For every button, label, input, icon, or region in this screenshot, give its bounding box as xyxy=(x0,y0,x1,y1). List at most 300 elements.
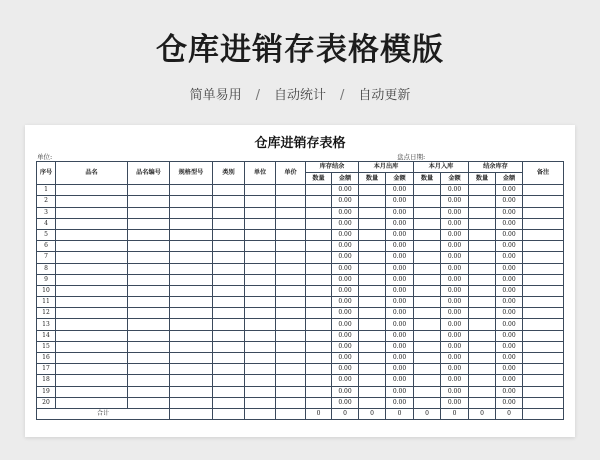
amount-cell[interactable]: 0.00 xyxy=(496,375,523,386)
table-cell[interactable] xyxy=(170,386,213,397)
table-cell[interactable] xyxy=(56,319,128,330)
table-cell[interactable] xyxy=(213,330,245,341)
amount-cell[interactable]: 0.00 xyxy=(332,364,359,375)
table-cell[interactable] xyxy=(56,330,128,341)
amount-cell[interactable]: 0.00 xyxy=(441,274,469,285)
table-cell[interactable] xyxy=(359,229,386,240)
amount-cell[interactable]: 0.00 xyxy=(332,353,359,364)
table-cell[interactable] xyxy=(276,308,306,319)
table-cell[interactable] xyxy=(56,207,128,218)
amount-cell[interactable]: 0.00 xyxy=(441,218,469,229)
table-cell[interactable] xyxy=(414,185,441,196)
amount-cell[interactable]: 0.00 xyxy=(496,263,523,274)
amount-cell[interactable]: 0.00 xyxy=(496,319,523,330)
table-cell[interactable] xyxy=(170,196,213,207)
table-cell[interactable] xyxy=(245,196,276,207)
table-cell[interactable] xyxy=(523,297,564,308)
table-cell[interactable] xyxy=(359,308,386,319)
table-cell[interactable] xyxy=(359,397,386,408)
table-cell[interactable] xyxy=(469,364,496,375)
table-cell[interactable] xyxy=(306,308,332,319)
table-cell[interactable] xyxy=(359,297,386,308)
table-cell[interactable] xyxy=(359,185,386,196)
table-cell[interactable] xyxy=(128,397,170,408)
amount-cell[interactable]: 0.00 xyxy=(332,274,359,285)
amount-cell[interactable]: 0.00 xyxy=(441,297,469,308)
amount-cell[interactable]: 0.00 xyxy=(441,263,469,274)
table-cell[interactable] xyxy=(170,364,213,375)
table-cell[interactable] xyxy=(213,274,245,285)
table-cell[interactable] xyxy=(213,285,245,296)
table-cell[interactable] xyxy=(245,308,276,319)
amount-cell[interactable]: 0.00 xyxy=(496,386,523,397)
amount-cell[interactable]: 0.00 xyxy=(332,252,359,263)
table-cell[interactable] xyxy=(213,319,245,330)
table-cell[interactable] xyxy=(128,353,170,364)
table-cell[interactable] xyxy=(414,308,441,319)
amount-cell[interactable]: 0.00 xyxy=(441,241,469,252)
table-cell[interactable] xyxy=(276,218,306,229)
table-cell[interactable] xyxy=(469,207,496,218)
table-cell[interactable] xyxy=(276,330,306,341)
table-cell[interactable] xyxy=(128,386,170,397)
table-cell[interactable] xyxy=(56,252,128,263)
table-cell[interactable] xyxy=(306,285,332,296)
table-cell[interactable] xyxy=(128,330,170,341)
amount-cell[interactable]: 0.00 xyxy=(496,397,523,408)
amount-cell[interactable]: 0.00 xyxy=(441,185,469,196)
table-cell[interactable] xyxy=(276,285,306,296)
table-cell[interactable] xyxy=(276,341,306,352)
table-cell[interactable] xyxy=(469,185,496,196)
amount-cell[interactable]: 0.00 xyxy=(386,353,414,364)
table-cell[interactable] xyxy=(306,229,332,240)
table-cell[interactable] xyxy=(414,364,441,375)
table-cell[interactable] xyxy=(245,229,276,240)
table-cell[interactable] xyxy=(276,375,306,386)
table-cell[interactable] xyxy=(359,218,386,229)
table-cell[interactable] xyxy=(359,285,386,296)
amount-cell[interactable]: 0.00 xyxy=(496,196,523,207)
amount-cell[interactable]: 0.00 xyxy=(332,207,359,218)
table-cell[interactable] xyxy=(414,353,441,364)
table-cell[interactable] xyxy=(213,397,245,408)
table-cell[interactable] xyxy=(359,353,386,364)
table-cell[interactable] xyxy=(523,353,564,364)
table-cell[interactable] xyxy=(414,397,441,408)
table-cell[interactable] xyxy=(56,218,128,229)
amount-cell[interactable]: 0.00 xyxy=(496,241,523,252)
table-cell[interactable] xyxy=(359,375,386,386)
table-cell[interactable] xyxy=(306,330,332,341)
table-cell[interactable] xyxy=(414,341,441,352)
table-cell[interactable] xyxy=(306,241,332,252)
table-cell[interactable] xyxy=(469,218,496,229)
table-cell[interactable] xyxy=(523,285,564,296)
table-cell[interactable] xyxy=(276,229,306,240)
table-cell[interactable] xyxy=(359,330,386,341)
table-cell[interactable] xyxy=(128,341,170,352)
table-cell[interactable] xyxy=(414,218,441,229)
table-cell[interactable] xyxy=(170,263,213,274)
amount-cell[interactable]: 0.00 xyxy=(332,375,359,386)
table-cell[interactable] xyxy=(469,285,496,296)
amount-cell[interactable]: 0.00 xyxy=(496,207,523,218)
table-cell[interactable] xyxy=(414,319,441,330)
table-cell[interactable] xyxy=(245,207,276,218)
table-cell[interactable] xyxy=(276,386,306,397)
table-cell[interactable] xyxy=(306,263,332,274)
table-cell[interactable] xyxy=(213,364,245,375)
table-cell[interactable] xyxy=(414,386,441,397)
table-cell[interactable] xyxy=(213,308,245,319)
table-cell[interactable] xyxy=(213,386,245,397)
table-cell[interactable] xyxy=(523,207,564,218)
table-cell[interactable] xyxy=(245,364,276,375)
table-cell[interactable] xyxy=(213,297,245,308)
table-cell[interactable] xyxy=(245,285,276,296)
table-cell[interactable] xyxy=(128,364,170,375)
table-cell[interactable] xyxy=(276,397,306,408)
table-cell[interactable] xyxy=(469,375,496,386)
table-cell[interactable] xyxy=(469,274,496,285)
amount-cell[interactable]: 0.00 xyxy=(386,375,414,386)
table-cell[interactable] xyxy=(213,353,245,364)
table-cell[interactable] xyxy=(213,207,245,218)
table-cell[interactable] xyxy=(523,185,564,196)
table-cell[interactable] xyxy=(469,263,496,274)
table-cell[interactable] xyxy=(170,341,213,352)
table-cell[interactable] xyxy=(414,285,441,296)
table-cell[interactable] xyxy=(170,252,213,263)
table-cell[interactable] xyxy=(213,218,245,229)
table-cell[interactable] xyxy=(276,196,306,207)
table-cell[interactable] xyxy=(56,241,128,252)
table-cell[interactable] xyxy=(170,185,213,196)
amount-cell[interactable]: 0.00 xyxy=(386,364,414,375)
table-cell[interactable] xyxy=(414,196,441,207)
table-cell[interactable] xyxy=(359,196,386,207)
table-cell[interactable] xyxy=(170,229,213,240)
table-cell[interactable] xyxy=(523,330,564,341)
table-cell[interactable] xyxy=(523,397,564,408)
amount-cell[interactable]: 0.00 xyxy=(386,196,414,207)
table-cell[interactable] xyxy=(56,386,128,397)
table-cell[interactable] xyxy=(56,364,128,375)
table-cell[interactable] xyxy=(56,229,128,240)
table-cell[interactable] xyxy=(359,319,386,330)
table-cell[interactable] xyxy=(276,353,306,364)
table-cell[interactable] xyxy=(213,263,245,274)
amount-cell[interactable]: 0.00 xyxy=(496,285,523,296)
table-cell[interactable] xyxy=(469,297,496,308)
table-cell[interactable] xyxy=(245,185,276,196)
table-cell[interactable] xyxy=(245,218,276,229)
amount-cell[interactable]: 0.00 xyxy=(496,297,523,308)
amount-cell[interactable]: 0.00 xyxy=(441,353,469,364)
table-cell[interactable] xyxy=(170,353,213,364)
amount-cell[interactable]: 0.00 xyxy=(496,353,523,364)
table-cell[interactable] xyxy=(128,308,170,319)
table-cell[interactable] xyxy=(245,353,276,364)
table-cell[interactable] xyxy=(469,341,496,352)
amount-cell[interactable]: 0.00 xyxy=(386,252,414,263)
amount-cell[interactable]: 0.00 xyxy=(496,185,523,196)
table-cell[interactable] xyxy=(306,319,332,330)
amount-cell[interactable]: 0.00 xyxy=(441,386,469,397)
table-cell[interactable] xyxy=(128,207,170,218)
table-cell[interactable] xyxy=(306,353,332,364)
table-cell[interactable] xyxy=(306,196,332,207)
table-cell[interactable] xyxy=(245,375,276,386)
table-cell[interactable] xyxy=(523,386,564,397)
table-cell[interactable] xyxy=(56,196,128,207)
amount-cell[interactable]: 0.00 xyxy=(332,185,359,196)
amount-cell[interactable]: 0.00 xyxy=(386,397,414,408)
table-cell[interactable] xyxy=(213,252,245,263)
table-cell[interactable] xyxy=(56,375,128,386)
amount-cell[interactable]: 0.00 xyxy=(386,263,414,274)
table-cell[interactable] xyxy=(213,185,245,196)
table-cell[interactable] xyxy=(276,252,306,263)
amount-cell[interactable]: 0.00 xyxy=(386,341,414,352)
table-cell[interactable] xyxy=(523,375,564,386)
table-cell[interactable] xyxy=(245,241,276,252)
table-cell[interactable] xyxy=(469,308,496,319)
amount-cell[interactable]: 0.00 xyxy=(441,364,469,375)
table-cell[interactable] xyxy=(306,218,332,229)
table-cell[interactable] xyxy=(128,196,170,207)
table-cell[interactable] xyxy=(245,341,276,352)
table-cell[interactable] xyxy=(245,297,276,308)
table-cell[interactable] xyxy=(213,375,245,386)
amount-cell[interactable]: 0.00 xyxy=(332,386,359,397)
table-cell[interactable] xyxy=(469,353,496,364)
table-cell[interactable] xyxy=(523,196,564,207)
table-cell[interactable] xyxy=(523,241,564,252)
table-cell[interactable] xyxy=(523,263,564,274)
amount-cell[interactable]: 0.00 xyxy=(441,207,469,218)
amount-cell[interactable]: 0.00 xyxy=(332,218,359,229)
table-cell[interactable] xyxy=(276,364,306,375)
table-cell[interactable] xyxy=(523,308,564,319)
amount-cell[interactable]: 0.00 xyxy=(496,252,523,263)
table-cell[interactable] xyxy=(306,364,332,375)
amount-cell[interactable]: 0.00 xyxy=(496,274,523,285)
table-cell[interactable] xyxy=(128,185,170,196)
table-cell[interactable] xyxy=(414,274,441,285)
table-cell[interactable] xyxy=(469,330,496,341)
table-cell[interactable] xyxy=(306,274,332,285)
table-cell[interactable] xyxy=(359,241,386,252)
amount-cell[interactable]: 0.00 xyxy=(496,218,523,229)
amount-cell[interactable]: 0.00 xyxy=(386,319,414,330)
table-cell[interactable] xyxy=(306,185,332,196)
amount-cell[interactable]: 0.00 xyxy=(332,341,359,352)
table-cell[interactable] xyxy=(414,263,441,274)
table-cell[interactable] xyxy=(56,285,128,296)
table-cell[interactable] xyxy=(245,274,276,285)
table-cell[interactable] xyxy=(170,285,213,296)
table-cell[interactable] xyxy=(306,386,332,397)
amount-cell[interactable]: 0.00 xyxy=(441,285,469,296)
table-cell[interactable] xyxy=(276,274,306,285)
amount-cell[interactable]: 0.00 xyxy=(441,229,469,240)
table-cell[interactable] xyxy=(245,386,276,397)
table-cell[interactable] xyxy=(359,274,386,285)
table-cell[interactable] xyxy=(170,375,213,386)
table-cell[interactable] xyxy=(213,229,245,240)
table-cell[interactable] xyxy=(523,229,564,240)
table-cell[interactable] xyxy=(414,252,441,263)
table-cell[interactable] xyxy=(128,274,170,285)
amount-cell[interactable]: 0.00 xyxy=(441,397,469,408)
amount-cell[interactable]: 0.00 xyxy=(386,229,414,240)
table-cell[interactable] xyxy=(469,397,496,408)
table-cell[interactable] xyxy=(170,274,213,285)
amount-cell[interactable]: 0.00 xyxy=(386,185,414,196)
table-cell[interactable] xyxy=(245,319,276,330)
amount-cell[interactable]: 0.00 xyxy=(441,375,469,386)
table-cell[interactable] xyxy=(170,207,213,218)
table-cell[interactable] xyxy=(276,207,306,218)
table-cell[interactable] xyxy=(469,229,496,240)
amount-cell[interactable]: 0.00 xyxy=(441,196,469,207)
table-cell[interactable] xyxy=(170,330,213,341)
table-cell[interactable] xyxy=(213,196,245,207)
table-cell[interactable] xyxy=(306,397,332,408)
table-cell[interactable] xyxy=(469,386,496,397)
table-cell[interactable] xyxy=(469,196,496,207)
amount-cell[interactable]: 0.00 xyxy=(496,330,523,341)
table-cell[interactable] xyxy=(523,218,564,229)
table-cell[interactable] xyxy=(414,375,441,386)
table-cell[interactable] xyxy=(414,330,441,341)
table-cell[interactable] xyxy=(56,353,128,364)
table-cell[interactable] xyxy=(469,319,496,330)
table-cell[interactable] xyxy=(469,241,496,252)
amount-cell[interactable]: 0.00 xyxy=(332,319,359,330)
table-cell[interactable] xyxy=(128,241,170,252)
table-cell[interactable] xyxy=(306,297,332,308)
table-cell[interactable] xyxy=(170,397,213,408)
amount-cell[interactable]: 0.00 xyxy=(386,285,414,296)
amount-cell[interactable]: 0.00 xyxy=(496,308,523,319)
table-cell[interactable] xyxy=(56,308,128,319)
table-cell[interactable] xyxy=(414,297,441,308)
table-cell[interactable] xyxy=(414,229,441,240)
amount-cell[interactable]: 0.00 xyxy=(496,341,523,352)
table-cell[interactable] xyxy=(128,297,170,308)
table-cell[interactable] xyxy=(523,341,564,352)
table-cell[interactable] xyxy=(276,297,306,308)
table-cell[interactable] xyxy=(128,229,170,240)
table-cell[interactable] xyxy=(56,185,128,196)
table-cell[interactable] xyxy=(56,263,128,274)
amount-cell[interactable]: 0.00 xyxy=(332,263,359,274)
table-cell[interactable] xyxy=(523,274,564,285)
amount-cell[interactable]: 0.00 xyxy=(386,386,414,397)
table-cell[interactable] xyxy=(170,308,213,319)
amount-cell[interactable]: 0.00 xyxy=(386,330,414,341)
table-cell[interactable] xyxy=(128,375,170,386)
amount-cell[interactable]: 0.00 xyxy=(332,397,359,408)
table-cell[interactable] xyxy=(245,252,276,263)
amount-cell[interactable]: 0.00 xyxy=(496,229,523,240)
table-cell[interactable] xyxy=(245,397,276,408)
table-cell[interactable] xyxy=(170,319,213,330)
amount-cell[interactable]: 0.00 xyxy=(441,330,469,341)
table-cell[interactable] xyxy=(523,252,564,263)
table-cell[interactable] xyxy=(523,364,564,375)
table-cell[interactable] xyxy=(276,185,306,196)
amount-cell[interactable]: 0.00 xyxy=(386,308,414,319)
amount-cell[interactable]: 0.00 xyxy=(441,308,469,319)
table-cell[interactable] xyxy=(306,375,332,386)
table-cell[interactable] xyxy=(170,297,213,308)
table-cell[interactable] xyxy=(306,252,332,263)
table-cell[interactable] xyxy=(56,274,128,285)
table-cell[interactable] xyxy=(56,341,128,352)
table-cell[interactable] xyxy=(170,241,213,252)
table-cell[interactable] xyxy=(523,319,564,330)
amount-cell[interactable]: 0.00 xyxy=(441,341,469,352)
table-cell[interactable] xyxy=(170,218,213,229)
table-cell[interactable] xyxy=(414,241,441,252)
table-cell[interactable] xyxy=(128,263,170,274)
table-cell[interactable] xyxy=(359,341,386,352)
amount-cell[interactable]: 0.00 xyxy=(332,241,359,252)
amount-cell[interactable]: 0.00 xyxy=(332,308,359,319)
amount-cell[interactable]: 0.00 xyxy=(496,364,523,375)
amount-cell[interactable]: 0.00 xyxy=(332,196,359,207)
amount-cell[interactable]: 0.00 xyxy=(332,297,359,308)
amount-cell[interactable]: 0.00 xyxy=(386,241,414,252)
table-cell[interactable] xyxy=(245,263,276,274)
table-cell[interactable] xyxy=(128,252,170,263)
amount-cell[interactable]: 0.00 xyxy=(386,297,414,308)
table-cell[interactable] xyxy=(359,263,386,274)
table-cell[interactable] xyxy=(213,341,245,352)
amount-cell[interactable]: 0.00 xyxy=(441,252,469,263)
table-cell[interactable] xyxy=(359,252,386,263)
table-cell[interactable] xyxy=(306,341,332,352)
table-cell[interactable] xyxy=(306,207,332,218)
amount-cell[interactable]: 0.00 xyxy=(332,330,359,341)
table-cell[interactable] xyxy=(128,285,170,296)
table-cell[interactable] xyxy=(276,241,306,252)
table-cell[interactable] xyxy=(276,263,306,274)
table-cell[interactable] xyxy=(213,241,245,252)
amount-cell[interactable]: 0.00 xyxy=(386,274,414,285)
amount-cell[interactable]: 0.00 xyxy=(386,207,414,218)
table-cell[interactable] xyxy=(359,364,386,375)
table-cell[interactable] xyxy=(276,319,306,330)
table-cell[interactable] xyxy=(469,252,496,263)
amount-cell[interactable]: 0.00 xyxy=(441,319,469,330)
amount-cell[interactable]: 0.00 xyxy=(332,285,359,296)
table-cell[interactable] xyxy=(414,207,441,218)
amount-cell[interactable]: 0.00 xyxy=(332,229,359,240)
table-cell[interactable] xyxy=(359,207,386,218)
table-cell[interactable] xyxy=(359,386,386,397)
table-cell[interactable] xyxy=(128,319,170,330)
table-cell[interactable] xyxy=(128,218,170,229)
amount-cell[interactable]: 0.00 xyxy=(386,218,414,229)
table-cell[interactable] xyxy=(56,297,128,308)
table-cell[interactable] xyxy=(245,330,276,341)
table-cell[interactable] xyxy=(56,397,128,408)
